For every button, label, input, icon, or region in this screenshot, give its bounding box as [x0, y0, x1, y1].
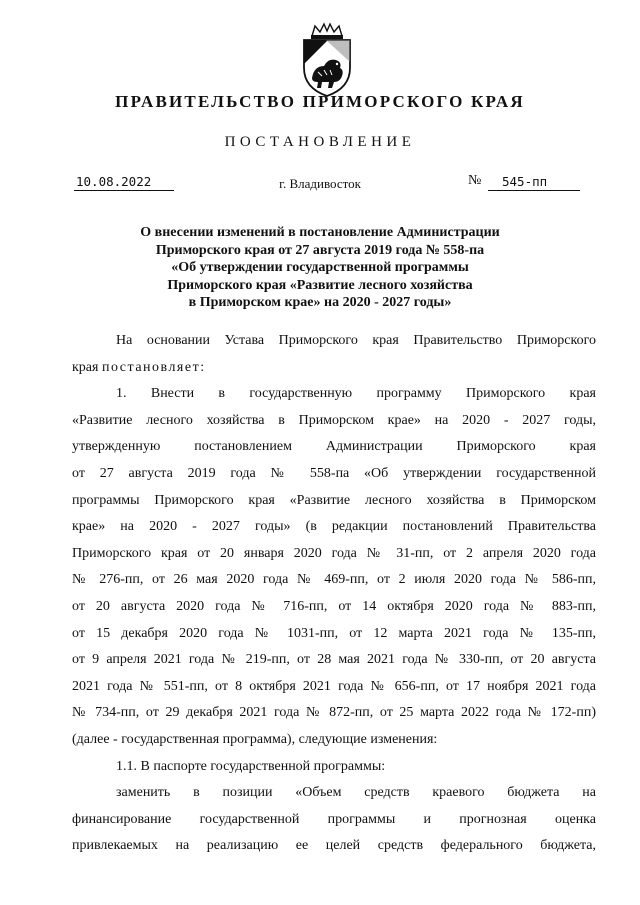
body-line: от 9 апреля 2021 года № 219-пп, от 28 мая 2021 года № 330-пп, от 20 августа	[72, 652, 596, 668]
title-line: Приморского края от 27 августа 2019 года № 558-па	[155, 242, 485, 258]
body-text: края	[72, 359, 102, 375]
document-type: ПОСТАНОВЛЕНИЕ	[224, 134, 416, 150]
government-name: ПРАВИТЕЛЬСТВО ПРИМОРСКОГО КРАЯ	[115, 92, 525, 111]
body-line: программы Приморского края «Развитие лесного хозяйства в Приморском	[72, 492, 596, 508]
title-line: «Об утверждении государственной программы	[171, 260, 469, 276]
body-line: от 20 августа 2020 года № 716-пп, от 14 октября 2020 года № 883-пп,	[72, 598, 596, 614]
body-line	[72, 357, 596, 384]
document-date: 10.08.2022	[74, 174, 174, 191]
body-line: утвержденную постановлением Администрации Приморского края	[72, 439, 596, 455]
title-line: Приморского края «Развитие лесного хозяйства	[167, 277, 473, 293]
number-label: №	[468, 173, 482, 188]
body-line: финансирование государственной программы и прогнозная оценка	[72, 811, 596, 827]
body-line: (далее - государственная программа), следующие изменения:	[72, 731, 438, 747]
body-line: от 27 августа 2019 года № 558-па «Об утверждении государственной	[72, 465, 596, 481]
document-number: 545-пп	[488, 174, 580, 191]
document-title	[60, 224, 580, 312]
resolves-word: постановляет:	[101, 359, 206, 375]
body-line: привлекаемых на реализацию ее целей средств федерального бюджета,	[72, 838, 596, 854]
body-line: крае» на 2020 - 2027 годы» (в редакции постановлений Правительства	[72, 519, 596, 535]
body-line: 1.1. В паспорте государственной программы:	[116, 758, 386, 774]
body-line: заменить в позиции «Объем средств краевого бюджета на	[116, 785, 596, 801]
coat-of-arms-icon	[296, 22, 358, 98]
title-line: в Приморском крае» на 2020 - 2027 годы»	[188, 295, 452, 311]
body-line: На основании Устава Приморского края Правительство Приморского	[116, 333, 596, 348]
document-city: г. Владивосток	[279, 176, 361, 191]
body-line: 1. Внести в государственную программу Приморского края	[116, 386, 596, 402]
document-body	[72, 330, 596, 862]
body-line: Приморского края от 20 января 2020 года № 31-пп, от 2 апреля 2020 года	[72, 545, 596, 561]
body-line: от 15 декабря 2020 года № 1031-пп, от 12 марта 2021 года № 135-пп,	[72, 625, 596, 641]
body-line: 2021 года № 551-пп, от 8 октября 2021 года № 656-пп, от 17 ноября 2021 года	[72, 678, 596, 694]
body-line: № 734-пп, от 29 декабря 2021 года № 872-пп, от 25 марта 2022 года № 172-пп)	[72, 705, 596, 721]
body-line: № 276-пп, от 26 мая 2020 года № 469-пп, от 2 июля 2020 года № 586-пп,	[72, 572, 596, 588]
body-line: «Развитие лесного хозяйства в Приморском крае» на 2020 - 2027 годы,	[72, 412, 596, 428]
title-line: О внесении изменений в постановление Администрации	[140, 225, 500, 240]
